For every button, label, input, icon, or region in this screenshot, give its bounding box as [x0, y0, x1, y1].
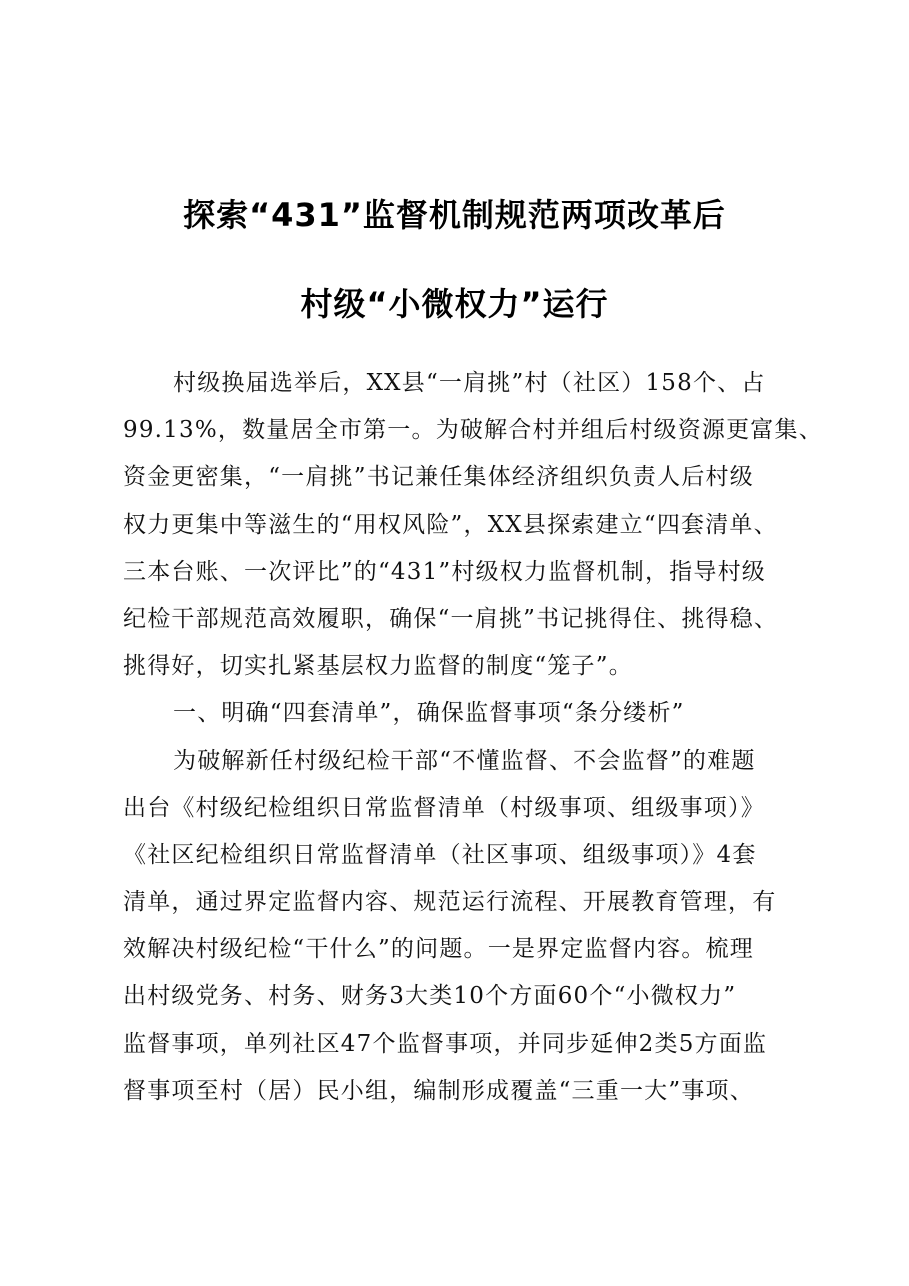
paragraph-line: 三本台账、一次评比”的“431”村级权力监督机制，指导村级 [123, 558, 766, 585]
document-title-line-2: 村级“小微权力”运行 [300, 285, 609, 323]
paragraph-line: 出台《村级纪检组织日常监督清单（村级事项、组级事项）》 [123, 794, 765, 821]
paragraph-line: 村级换届选举后，XX县“一肩挑”村（社区）158个、占 [173, 370, 766, 396]
paragraph-line: 《社区纪检组织日常监督清单（社区事项、组级事项）》4套 [123, 841, 757, 868]
paragraph-line: 挑得好，切实扎紧基层权力监督的制度“笼子”。 [123, 653, 633, 680]
document-body [123, 360, 823, 1115]
paragraph-line: 99.13%，数量居全市第一。为破解合村并组后村级资源更富集、 [123, 417, 823, 444]
document-title-line-1: 探索“431”监督机制规范两项改革后 [183, 196, 726, 234]
section-heading: 一、明确“四套清单”，确保监督事项“条分缕析” [173, 700, 685, 727]
paragraph-line: 权力更集中等滋生的“用权风险”，XX县探索建立“四套清单、 [123, 511, 778, 538]
paragraph-line: 资金更密集，“一肩挑”书记兼任集体经济组织负责人后村级 [123, 464, 754, 491]
paragraph-line: 监督事项，单列社区47个监督事项，并同步延伸2类5方面监 [123, 1030, 768, 1057]
paragraph-line: 清单，通过界定监督内容、规范运行流程、开展教育管理，有 [123, 889, 777, 916]
paragraph-line: 为破解新任村级纪检干部“不懂监督、不会监督”的难题 [173, 747, 756, 774]
paragraph-line: 纪检干部规范高效履职，确保“一肩挑”书记挑得住、挑得稳、 [123, 605, 779, 632]
paragraph-line: 效解决村级纪检“干什么”的问题。一是界定监督内容。梳理 [123, 936, 754, 963]
paragraph-line: 出村级党务、村务、财务3大类10个方面60个“小微权力” [123, 983, 737, 1010]
paragraph-line: 督事项至村（居）民小组，编制形成覆盖“三重一大”事项、 [123, 1077, 754, 1104]
